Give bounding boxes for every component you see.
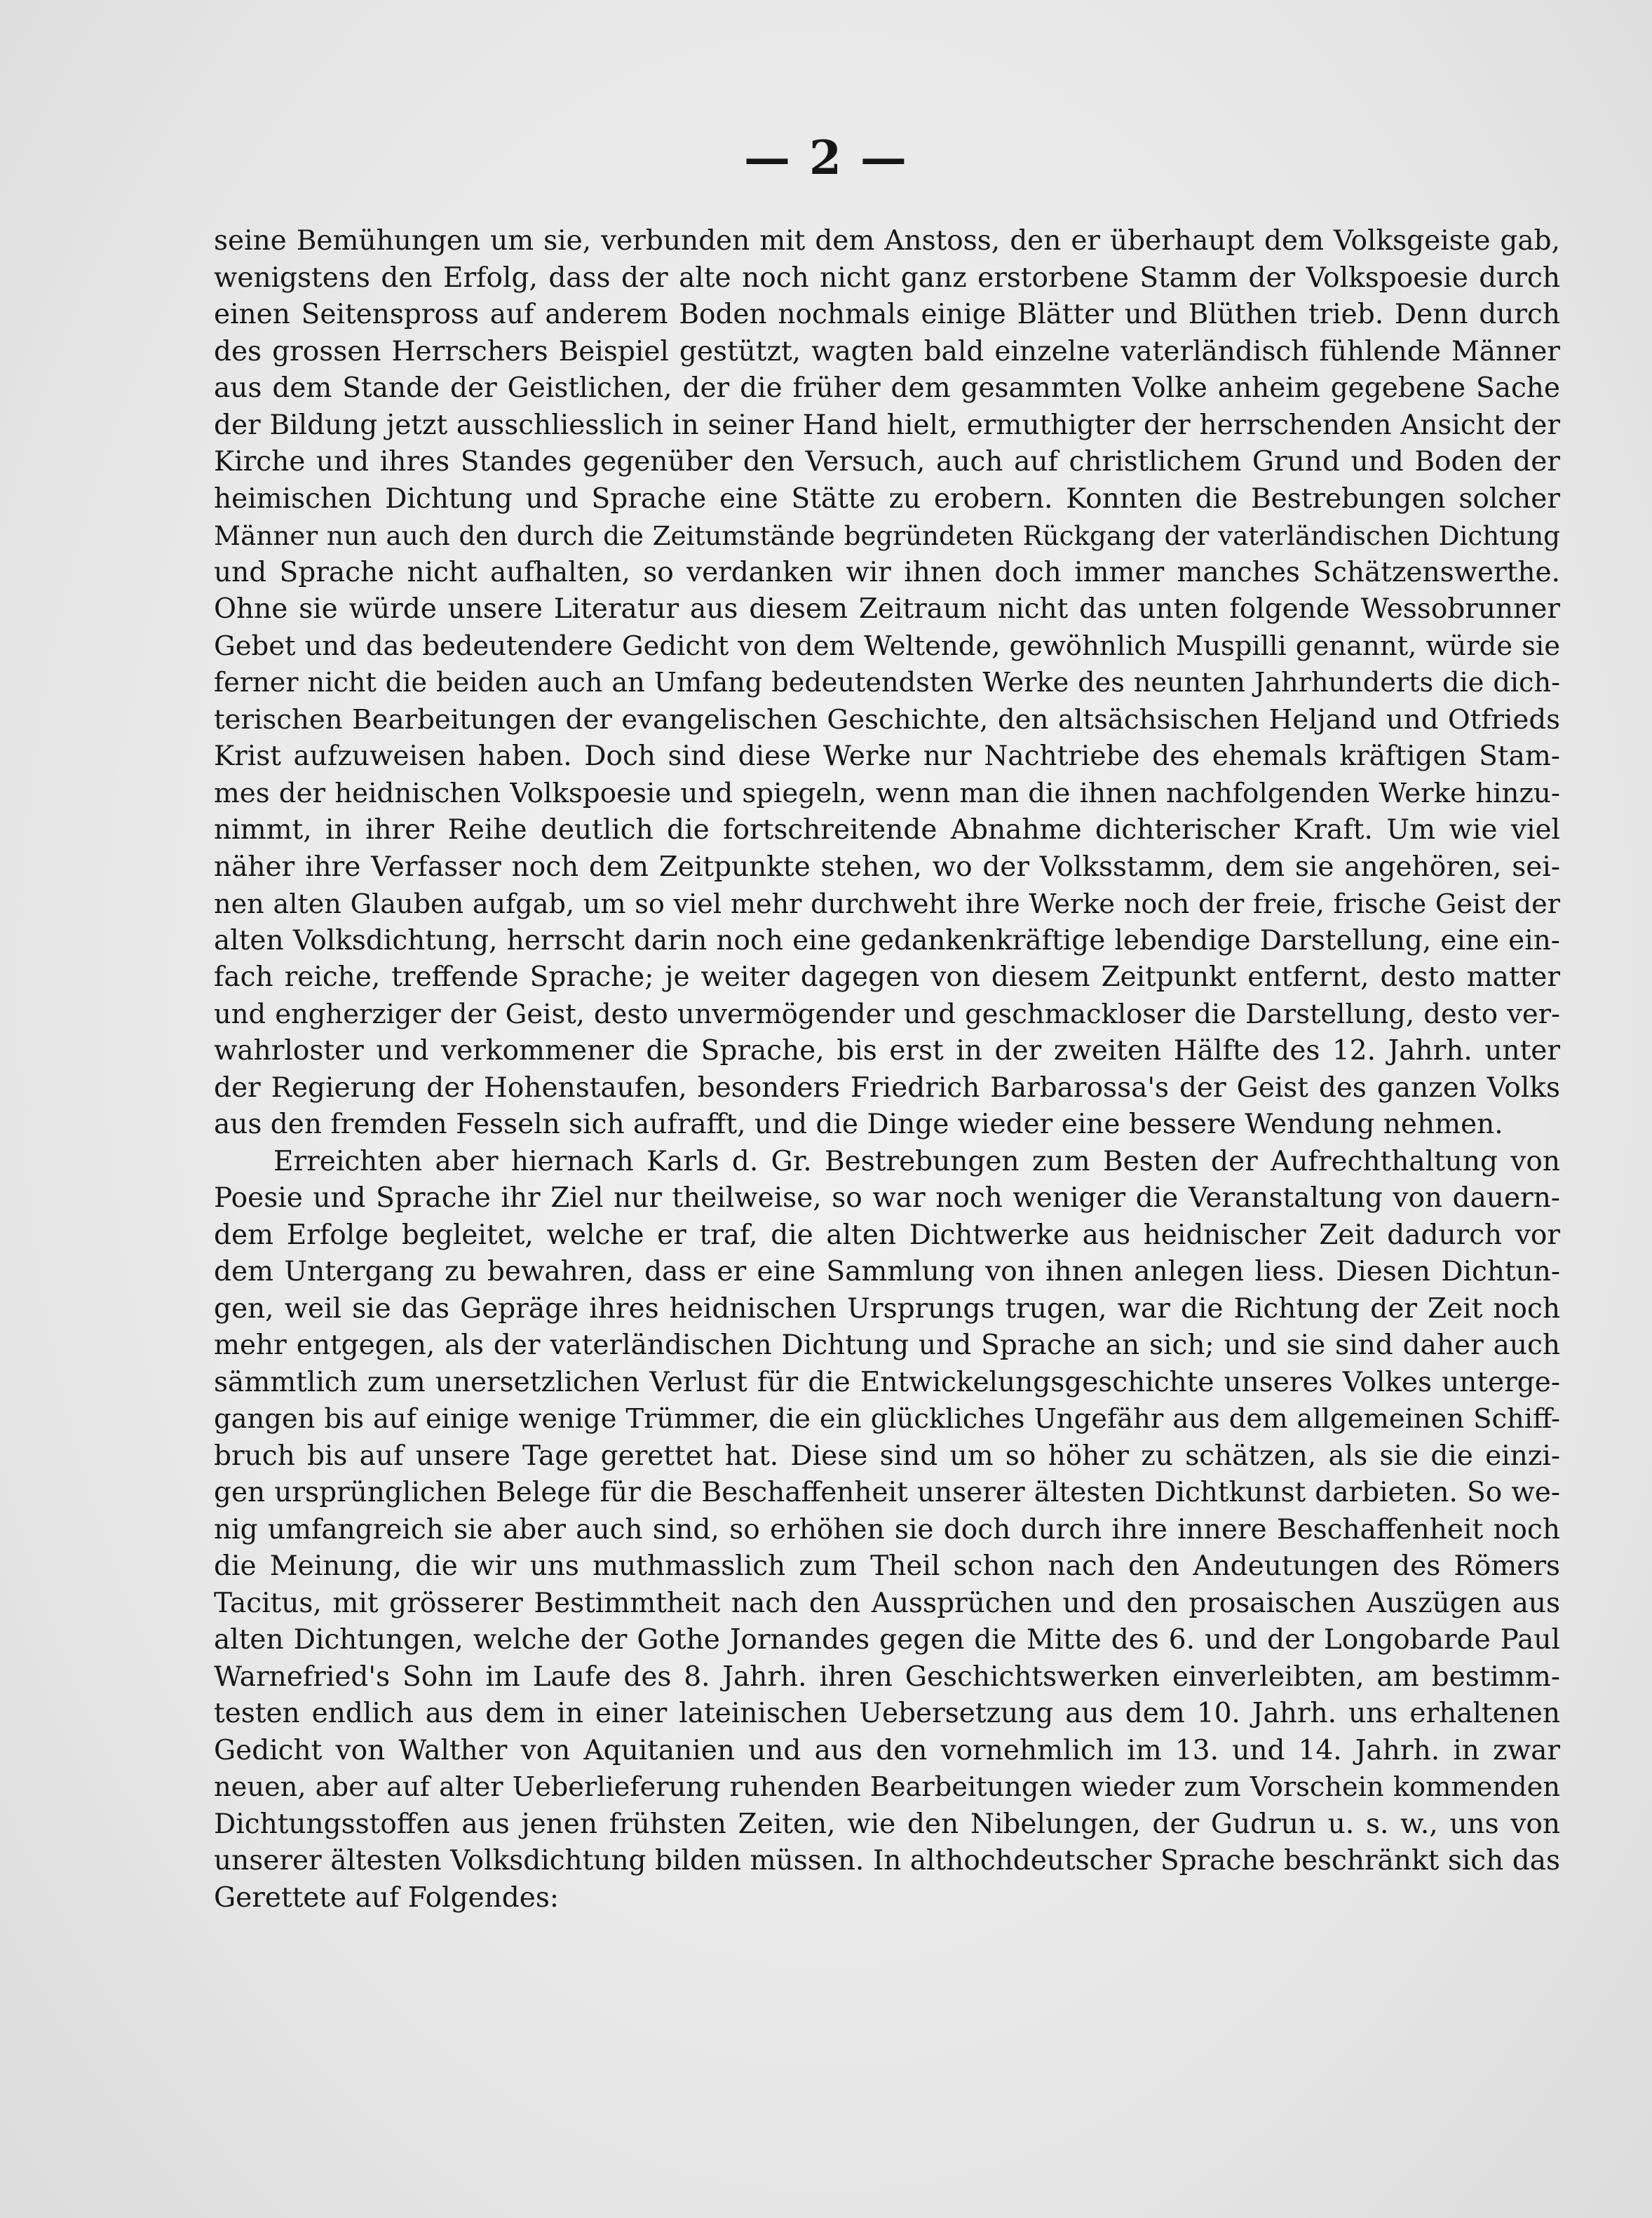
text-line: Erreichten aber hiernach Karls d. Gr. Bestrebungen zum Besten der Aufrechthaltung von <box>273 1145 1560 1177</box>
text-line: gangen bis auf einige wenige Trümmer, die ein glückliches Ungefähr aus dem allgemeinen Schiff- <box>214 1403 1560 1435</box>
text-line: Gerettete auf Folgendes: <box>214 1881 559 1914</box>
text-line: der Bildung jetzt ausschliesslich in seiner Hand hielt, ermuthigter der herrschenden Ansicht der <box>214 409 1560 441</box>
paragraph <box>214 1144 1560 1917</box>
text-line: mes der heidnischen Volkspoesie und spiegeln, wenn man die ihnen nachfolgenden Werke hinzu- <box>214 777 1560 809</box>
text-line: Gebet und das bedeutendere Gedicht von dem Weltende, gewöhnlich Muspilli genannt, würde sie <box>214 630 1560 662</box>
text-line: fach reiche, treffende Sprache; je weiter dagegen von diesem Zeitpunkt entfernt, desto matter <box>214 961 1560 993</box>
text-line: ferner nicht die beiden auch an Umfang bedeutendsten Werke des neunten Jahrhunderts die dich- <box>214 668 1560 698</box>
text-line: nig umfangreich sie aber auch sind, so erhöhen sie doch durch ihre innere Beschaffenheit noch <box>214 1513 1560 1546</box>
text-line: die Meinung, die wir uns muthmasslich zum Theil schon nach den Andeutungen des Römers <box>214 1550 1560 1582</box>
text-line: alten Dichtungen, welche der Gothe Jornandes gegen die Mitte des 6. und der Longobarde Paul <box>214 1624 1560 1656</box>
text-line: aus den fremden Fesseln sich aufrafft, und die Dinge wieder eine bessere Wendung nehmen. <box>214 1109 1503 1140</box>
text-line: heimischen Dichtung und Sprache eine Stätte zu erobern. Konnten die Bestrebungen solcher <box>214 482 1560 515</box>
text-line: dem Erfolge begleitet, welche er traf, die alten Dichtwerke aus heidnischer Zeit dadurch vor <box>214 1219 1560 1251</box>
text-line: alten Volksdichtung, herrscht darin noch eine gedankenkräftige lebendige Darstellung, eine ein- <box>214 924 1560 956</box>
text-line: Dichtungsstoffen aus jenen frühsten Zeiten, wie den Nibelungen, der Gudrun u. s. w., uns von <box>214 1808 1560 1840</box>
text-line: und Sprache nicht aufhalten, so verdanken wir ihnen doch immer manches Schätzenswerthe. <box>214 556 1560 588</box>
text-line: bruch bis auf unsere Tage gerettet hat. Diese sind um so höher zu schätzen, als sie die einzi- <box>214 1440 1560 1472</box>
text-line: wahrloster und verkommener die Sprache, bis erst in der zweiten Hälfte des 12. Jahrh. unter <box>214 1035 1560 1067</box>
text-line: Kirche und ihres Standes gegenüber den Versuch, auch auf christlichem Grund und Boden der <box>214 446 1560 478</box>
text-line: sämmtlich zum unersetzlichen Verlust für die Entwickelungsgeschichte unseres Volkes unterge- <box>214 1366 1560 1398</box>
text-line: gen ursprünglichen Belege für die Beschaffenheit unserer ältesten Dichtkunst darbieten. So we- <box>214 1477 1560 1508</box>
text-line: seine Bemühungen um sie, verbunden mit dem Anstoss, den er überhaupt dem Volksgeiste gab, <box>214 225 1560 257</box>
text-line: einen Seitenspross auf anderem Boden nochmals einige Blätter und Blüthen trieb. Denn durch <box>214 299 1560 330</box>
text-line: näher ihre Verfasser noch dem Zeitpunkte stehen, wo der Volksstamm, dem sie angehören, sei- <box>214 851 1560 883</box>
text-line: wenigstens den Erfolg, dass der alte noch nicht ganz erstorbene Stamm der Volkspoesie durch <box>214 262 1560 294</box>
paragraph <box>214 223 1560 1144</box>
text-line: Gedicht von Walther von Aquitanien und aus den vornehmlich im 13. und 14. Jahrh. in zwar <box>214 1734 1560 1766</box>
body-text <box>214 223 1560 1916</box>
text-line: aus dem Stande der Geistlichen, der die früher dem gesammten Volke anheim gegebene Sache <box>214 372 1560 404</box>
text-line: der Regierung der Hohenstaufen, besonders Friedrich Barbarossa's der Geist des ganzen Volks <box>214 1071 1560 1104</box>
text-line: neuen, aber auf alter Ueberlieferung ruhenden Bearbeitungen wieder zum Vorschein kommenden <box>214 1771 1560 1803</box>
text-line: dem Untergang zu bewahren, dass er eine Sammlung von ihnen anlegen liess. Diesen Dichtun- <box>214 1256 1560 1287</box>
text-line: Krist aufzuweisen haben. Doch sind diese Werke nur Nachtriebe des ehemals kräftigen Stam- <box>214 741 1560 772</box>
text-line: Ohne sie würde unsere Literatur aus diesem Zeitraum nicht das unten folgende Wessobrunner <box>214 593 1560 625</box>
text-line: und engherziger der Geist, desto unvermögender und geschmackloser die Darstellung, desto ver- <box>214 998 1560 1030</box>
text-line: Tacitus, mit grösserer Bestimmtheit nach den Aussprüchen und den prosaischen Auszügen aus <box>214 1587 1560 1619</box>
text-line: Männer nun auch den durch die Zeitumstände begründeten Rückgang der vaterländischen Dichtung <box>214 520 1560 551</box>
page-number: — 2 — <box>744 130 908 185</box>
text-line: testen endlich aus dem in einer lateinischen Uebersetzung aus dem 10. Jahrh. uns erhaltenen <box>214 1698 1560 1729</box>
text-line: nimmt, in ihrer Reihe deutlich die fortschreitende Abnahme dichterischer Kraft. Um wie viel <box>214 814 1560 846</box>
text-line: des grossen Herrschers Beispiel gestützt, wagten bald einzelne vaterländisch fühlende Männer <box>214 335 1560 367</box>
text-line: unserer ältesten Volksdichtung bilden müssen. In althochdeutscher Sprache beschränkt sich das <box>214 1845 1560 1876</box>
text-line: Poesie und Sprache ihr Ziel nur theilweise, so war noch weniger die Veranstaltung von dauern- <box>214 1182 1560 1214</box>
text-line: gen, weil sie das Gepräge ihres heidnischen Ursprungs trugen, war die Richtung der Zeit noch <box>214 1292 1560 1325</box>
text-line: terischen Bearbeitungen der evangelischen Geschichte, den altsächsischen Heljand und Otfrieds <box>214 703 1560 736</box>
text-line: Warnefried's Sohn im Laufe des 8. Jahrh. ihren Geschichtswerken einverleibten, am bestimm- <box>214 1661 1560 1693</box>
text-line: nen alten Glauben aufgab, um so viel mehr durchweht ihre Werke noch der freie, frische Geist der <box>214 888 1560 919</box>
text-line: mehr entgegen, als der vaterländischen Dichtung und Sprache an sich; und sie sind daher auch <box>214 1330 1560 1361</box>
